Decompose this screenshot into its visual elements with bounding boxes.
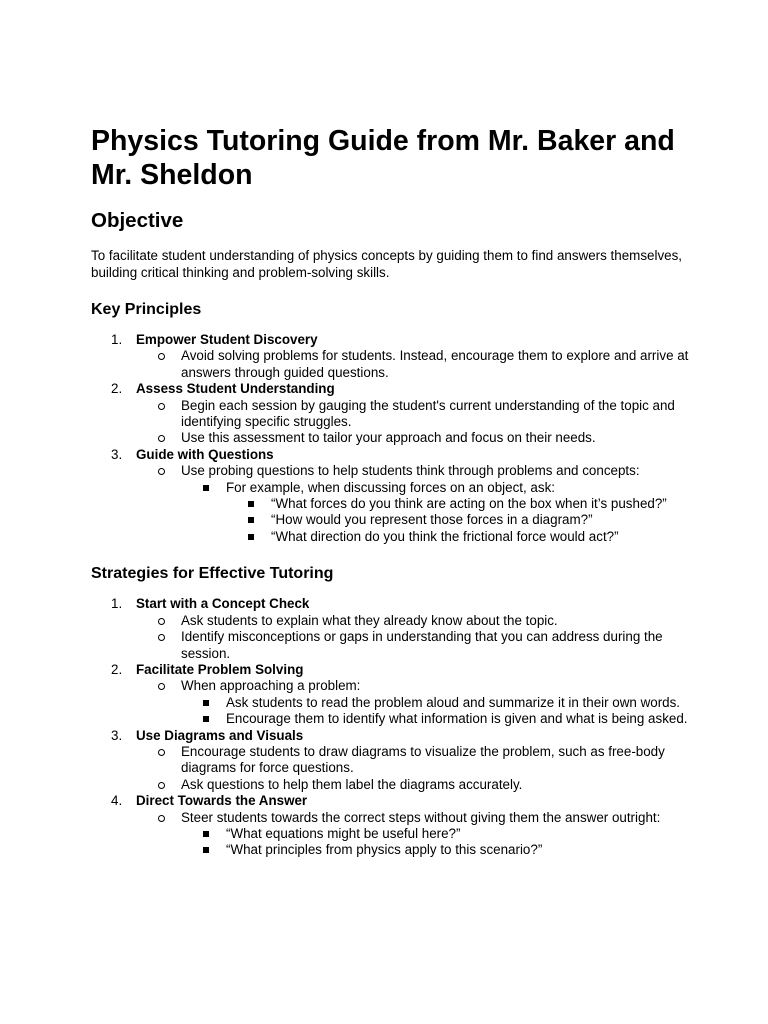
list-item (136, 777, 691, 793)
list-number: 1. (111, 596, 123, 612)
key-principle-item (91, 332, 691, 381)
sub-list (136, 678, 691, 727)
list-item-text: Encourage them to identify what information is given and what is being asked. (226, 711, 688, 727)
list-item (226, 496, 691, 512)
question-text: “How would you represent those forces in a diagram?” (271, 512, 593, 528)
list-item-text: Avoid solving problems for students. Instead, encourage them to explore and arrive at answers through guided questions. (181, 348, 689, 380)
key-principle-item (91, 381, 691, 447)
list-item (136, 629, 691, 662)
list-item (136, 613, 691, 629)
list-number: 3. (111, 727, 123, 743)
circle-bullet-icon (158, 683, 165, 690)
key-principle-title: Empower Student Discovery (136, 332, 318, 347)
circle-bullet-icon (158, 782, 165, 789)
sub-list (136, 398, 691, 447)
list-item (136, 348, 691, 381)
square-bullet-icon (248, 534, 254, 540)
key-principles-heading: Key Principles (91, 301, 202, 318)
list-item-text: Begin each session by gauging the student's current understanding of the topic and identifying specific struggles. (181, 397, 675, 430)
list-item (181, 695, 691, 711)
strategies-heading: Strategies for Effective Tutoring (91, 565, 334, 583)
list-item-text: For example, when discussing forces on an object, ask: (226, 479, 555, 495)
question-text: “What principles from physics apply to this scenario?” (226, 842, 543, 858)
list-item-text: Encourage students to draw diagrams to visualize the problem, such as free-body diagrams for force questions. (181, 743, 665, 776)
list-item-text: Ask students to explain what they already know about the topic. (181, 612, 558, 628)
question-text: “What forces do you think are acting on the box when it’s pushed?” (271, 496, 667, 512)
list-item (136, 398, 691, 431)
square-bullet-icon (203, 716, 209, 722)
sub-list (181, 826, 691, 859)
circle-bullet-icon (158, 634, 165, 641)
strategy-title: Direct Towards the Answer (136, 793, 308, 809)
document-title: Physics Tutoring Guide from Mr. Baker and Mr. Sheldon (91, 125, 675, 191)
list-item (181, 480, 691, 546)
strategies-list (91, 596, 691, 859)
sub-list (136, 348, 691, 381)
list-item (136, 678, 691, 727)
square-bullet-icon (203, 485, 209, 491)
list-item (136, 430, 691, 446)
list-item-text: Steer students towards the correct steps without giving them the answer outright: (181, 809, 661, 825)
sub-list (181, 480, 691, 546)
strategy-title: Use Diagrams and Visuals (136, 727, 304, 743)
circle-bullet-icon (158, 815, 165, 822)
list-item (226, 512, 691, 528)
list-item (136, 810, 691, 859)
list-item (136, 744, 691, 777)
circle-bullet-icon (158, 403, 165, 410)
strategy-title: Start with a Concept Check (136, 596, 310, 612)
square-bullet-icon (248, 501, 254, 507)
list-item-text: Ask questions to help them label the diagrams accurately. (181, 776, 523, 792)
strategy-title: Facilitate Problem Solving (136, 661, 304, 677)
sub-list (226, 496, 691, 545)
circle-bullet-icon (158, 435, 165, 442)
list-number: 2. (111, 381, 123, 397)
key-principle-title: Assess Student Understanding (136, 381, 335, 397)
list-item (181, 826, 691, 842)
list-number: 2. (111, 661, 123, 677)
circle-bullet-icon (158, 749, 165, 756)
list-item-text: When approaching a problem: (181, 678, 361, 694)
square-bullet-icon (203, 847, 209, 853)
list-item-text: Use probing questions to help students think through problems and concepts: (181, 463, 640, 479)
square-bullet-icon (203, 831, 209, 837)
list-item-text: Ask students to read the problem aloud and summarize it in their own words. (226, 694, 681, 710)
question-text: “What equations might be useful here?” (226, 825, 461, 841)
sub-list (136, 613, 691, 662)
square-bullet-icon (203, 700, 209, 706)
sub-list (136, 810, 691, 859)
list-number: 3. (111, 446, 123, 462)
question-text: “What direction do you think the frictional force would act?” (271, 528, 619, 544)
strategy-item (91, 793, 691, 859)
key-principle-item (91, 447, 691, 545)
list-item (136, 463, 691, 545)
document-content (91, 124, 691, 859)
sub-list (136, 744, 691, 793)
strategy-item (91, 728, 691, 794)
key-principles-list (91, 332, 691, 545)
list-item-text: Use this assessment to tailor your approach and focus on their needs. (181, 430, 596, 446)
circle-bullet-icon (158, 468, 165, 475)
list-number: 1. (111, 332, 123, 347)
strategy-item (91, 596, 691, 662)
circle-bullet-icon (158, 618, 165, 625)
objective-heading: Objective (91, 209, 184, 232)
strategy-item (91, 662, 691, 728)
list-item (181, 711, 691, 727)
key-principle-title: Guide with Questions (136, 446, 274, 462)
sub-list (136, 463, 691, 545)
objective-text: To facilitate student understanding of physics concepts by guiding them to find answers themselves, building critical thinking and problem-solving skills. (91, 248, 683, 280)
list-item (226, 529, 691, 545)
circle-bullet-icon (158, 353, 165, 360)
list-item-text: Identify misconceptions or gaps in understanding that you can address during the session. (181, 629, 663, 661)
sub-list (181, 695, 691, 728)
square-bullet-icon (248, 517, 254, 523)
list-item (181, 842, 691, 858)
list-number: 4. (111, 793, 123, 809)
